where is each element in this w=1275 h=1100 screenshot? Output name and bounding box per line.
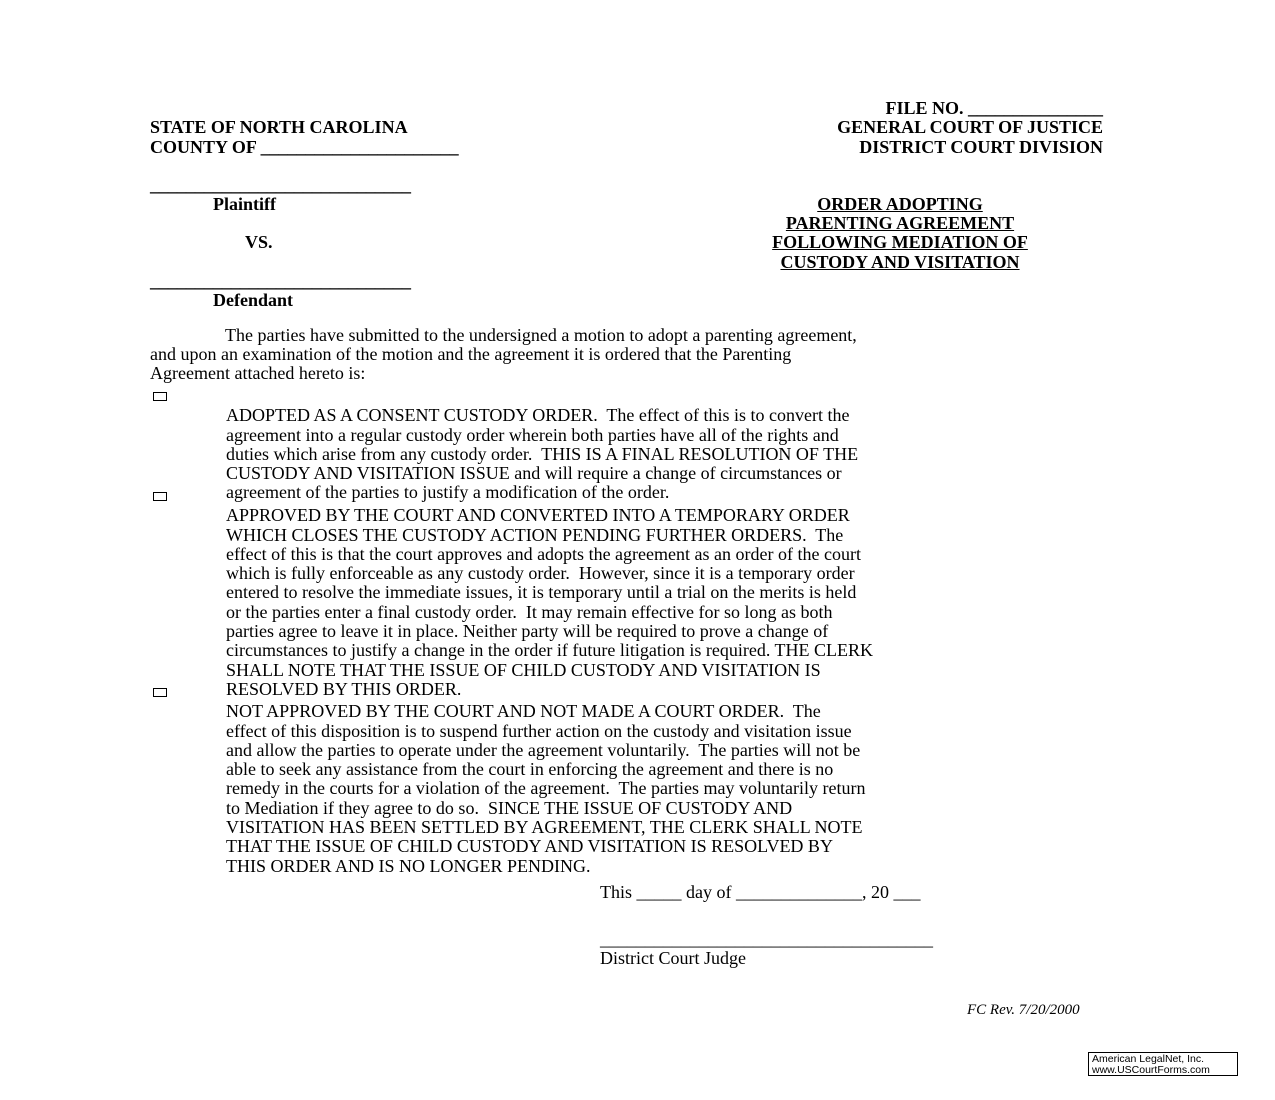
order-title-line-2: PARENTING AGREEMENT (785, 213, 1015, 233)
plaintiff-label: Plaintiff (213, 194, 276, 214)
option-adopted-checkbox[interactable] (153, 392, 167, 401)
form-revision: FC Rev. 7/20/2000 (967, 1002, 1080, 1018)
judge-label: District Court Judge (600, 948, 746, 968)
court-name: GENERAL COURT OF JUSTICE (837, 117, 1103, 137)
court-division: DISTRICT COURT DIVISION (859, 137, 1103, 157)
date-line: This _____ day of ______________, 20 ___ (600, 882, 921, 902)
order-title-line-4: CUSTODY AND VISITATION (780, 252, 1020, 272)
defendant-label: Defendant (213, 290, 293, 310)
option-not-approved-text: NOT APPROVED BY THE COURT AND NOT MADE A COURT ORDER. The effect of this disposition is to suspend further action on the custody and visitation issue and allow the parties to operate under the agreement voluntarily. The parties will not be able to seek any assistance from the court in enforcing the agreement and there is no remedy in the courts for a violation of the agreement. The parties may voluntarily return to Mediation if they agree to do so. SINCE THE ISSUE OF CUSTODY AND VISITATION HAS BEEN SETTLED BY AGREEMENT, THE CLERK SHALL NOTE THAT THE ISSUE OF CHILD CUSTODY AND VISITATION IS RESOLVED BY THIS ORDER AND IS NO LONGER PENDING. (226, 701, 866, 876)
publisher-stamp (1088, 1052, 1238, 1076)
publisher-name: American LegalNet, Inc. (1092, 1053, 1205, 1065)
judge-signature-line: _____________________________________ (600, 929, 933, 949)
versus-label: VS. (245, 232, 273, 252)
option-approved-temporary-text: APPROVED BY THE COURT AND CONVERTED INTO A TEMPORARY ORDER WHICH CLOSES THE CUSTODY ACTION PENDING FURTHER ORDERS. The effect of this is that the court approves and adopts the agreement as an order of the court which is fully enforceable as any custody order. However, since it is a temporary order entered to resolve the immediate issues, it is temporary until a trial on the merits is held or the parties enter a final custody order. It may remain effective for so long as both parties agree to leave it in place. Neither party will be required to prove a change of circumstances to justify a change in the order if future litigation is required. THE CLERK SHALL NOTE THAT THE ISSUE OF CHILD CUSTODY AND VISITATION IS RESOLVED BY THIS ORDER. (226, 505, 873, 699)
publisher-url: www.USCourtForms.com (1092, 1063, 1210, 1076)
state-name: STATE OF NORTH CAROLINA (150, 117, 408, 137)
defendant-line: _____________________________ (150, 271, 411, 291)
county-field: COUNTY OF ______________________ (150, 137, 459, 157)
intro-line-1: The parties have submitted to the undersigned a motion to adopt a parenting agreement, (225, 325, 857, 345)
order-title-line-1: ORDER ADOPTING (817, 194, 983, 214)
file-number: FILE NO. _______________ (885, 98, 1103, 118)
intro-line-3: Agreement attached hereto is: (150, 363, 366, 383)
option-adopted-text: ADOPTED AS A CONSENT CUSTODY ORDER. The effect of this is to convert the agreement into a regular custody order wherein both parties have all of the rights and duties which arise from any custody order. THIS IS A FINAL RESOLUTION OF THE CUSTODY AND VISITATION ISSUE and will require a change of circumstances or agreement of the parties to justify a modification of the order. (226, 405, 859, 503)
plaintiff-line: _____________________________ (150, 175, 411, 195)
option-not-approved-checkbox[interactable] (153, 688, 167, 697)
order-title-line-3: FOLLOWING MEDIATION OF (772, 232, 1028, 252)
intro-line-2: and upon an examination of the motion and the agreement it is ordered that the Parenting (150, 344, 792, 364)
option-approved-temporary-checkbox[interactable] (153, 492, 167, 501)
